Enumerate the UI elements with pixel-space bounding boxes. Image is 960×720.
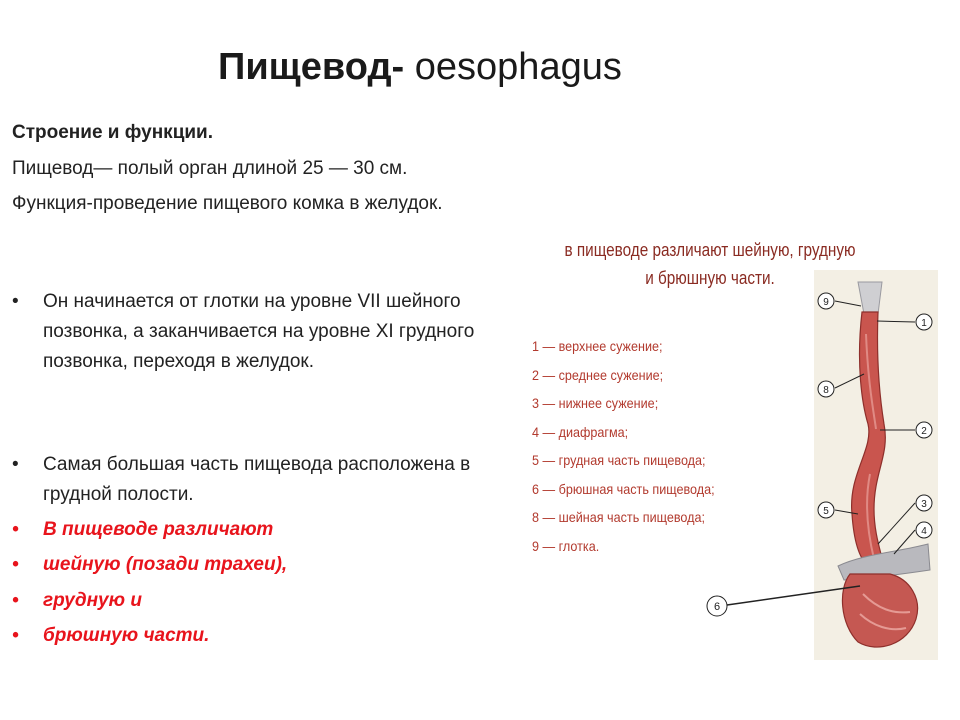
marker-9	[818, 293, 834, 309]
marker-label: 3	[921, 499, 927, 510]
marker-label: 4	[921, 526, 927, 537]
stomach-shape	[842, 574, 917, 647]
bullet-start-end	[12, 287, 492, 377]
marker-3	[916, 495, 932, 511]
bullet-glyph: •	[12, 554, 19, 575]
marker-label: 8	[823, 385, 829, 396]
marker-4	[916, 522, 932, 538]
bullet-glyph: •	[12, 454, 19, 475]
bullet-glyph: •	[12, 519, 19, 540]
marker-2	[916, 422, 932, 438]
marker-8	[818, 381, 834, 397]
slide-title	[218, 40, 622, 94]
legend-item: 8 — шейная часть пищевода;	[532, 509, 706, 525]
bullet-glyph: •	[12, 590, 19, 611]
bullet-thoracic	[12, 450, 492, 510]
leader-line	[727, 586, 860, 605]
legend-item: 5 — грудная часть пищевода;	[532, 452, 706, 468]
legend-item: 1 — верхнее сужение;	[532, 338, 663, 354]
leader-line	[835, 374, 864, 388]
leader-line	[835, 301, 861, 306]
title-bold: Пищевод-	[218, 46, 405, 88]
bullet-glyph: •	[12, 625, 19, 646]
marker-label: 6	[713, 601, 721, 613]
bullet-text: шейную (позади трахеи),	[43, 554, 288, 575]
red-bullet-abdominal	[12, 621, 492, 651]
bullet-text: брюшную части.	[43, 625, 210, 646]
marker-label: 9	[823, 297, 829, 308]
red-bullet-thoracic	[12, 586, 492, 616]
bullet-text: Он начинается от глотки на уровне VII шейного позвонка, а заканчивается на уровне XI грудного позвонка, переходя в желудок.	[43, 291, 475, 372]
esophagus-figure	[518, 214, 948, 660]
esophagus-illustration	[518, 214, 948, 660]
leader-line	[878, 503, 915, 544]
marker-5	[818, 502, 834, 518]
pharynx-shape	[858, 282, 882, 314]
red-bullet-cervical	[12, 550, 492, 580]
bullet-text: В пищеводе различают	[43, 519, 274, 540]
intro-function: Функция-проведение пищевого комка в желудок.	[12, 193, 443, 214]
marker-1	[916, 314, 932, 330]
marker-label: 5	[823, 506, 829, 517]
figure-caption-line1: в пищеводе различают шейную, грудную	[564, 240, 856, 260]
figure-caption-line2: и брюшную части.	[645, 268, 775, 288]
legend-item: 9 — глотка.	[532, 537, 600, 554]
bullet-glyph: •	[12, 291, 19, 312]
legend-item: 6 — брюшная часть пищевода;	[532, 480, 715, 497]
subheading: Строение и функции.	[12, 122, 214, 143]
red-bullet-parts	[12, 515, 492, 545]
marker-label: 2	[921, 426, 927, 437]
marker-label: 1	[921, 318, 927, 329]
legend-item: 3 — нижнее сужение;	[532, 395, 659, 411]
leader-line	[877, 321, 915, 322]
legend-item: 4 — диафрагма;	[532, 423, 629, 440]
legend-item: 2 — среднее сужение;	[532, 366, 664, 383]
bullet-text: Самая большая часть пищевода расположена в грудной полости.	[43, 454, 471, 505]
title-latin: oesophagus	[404, 46, 622, 88]
marker-6	[707, 596, 727, 616]
bullet-text: грудную и	[43, 590, 142, 611]
intro-length: Пищевод— полый орган длиной 25 — 30 см.	[12, 158, 408, 179]
